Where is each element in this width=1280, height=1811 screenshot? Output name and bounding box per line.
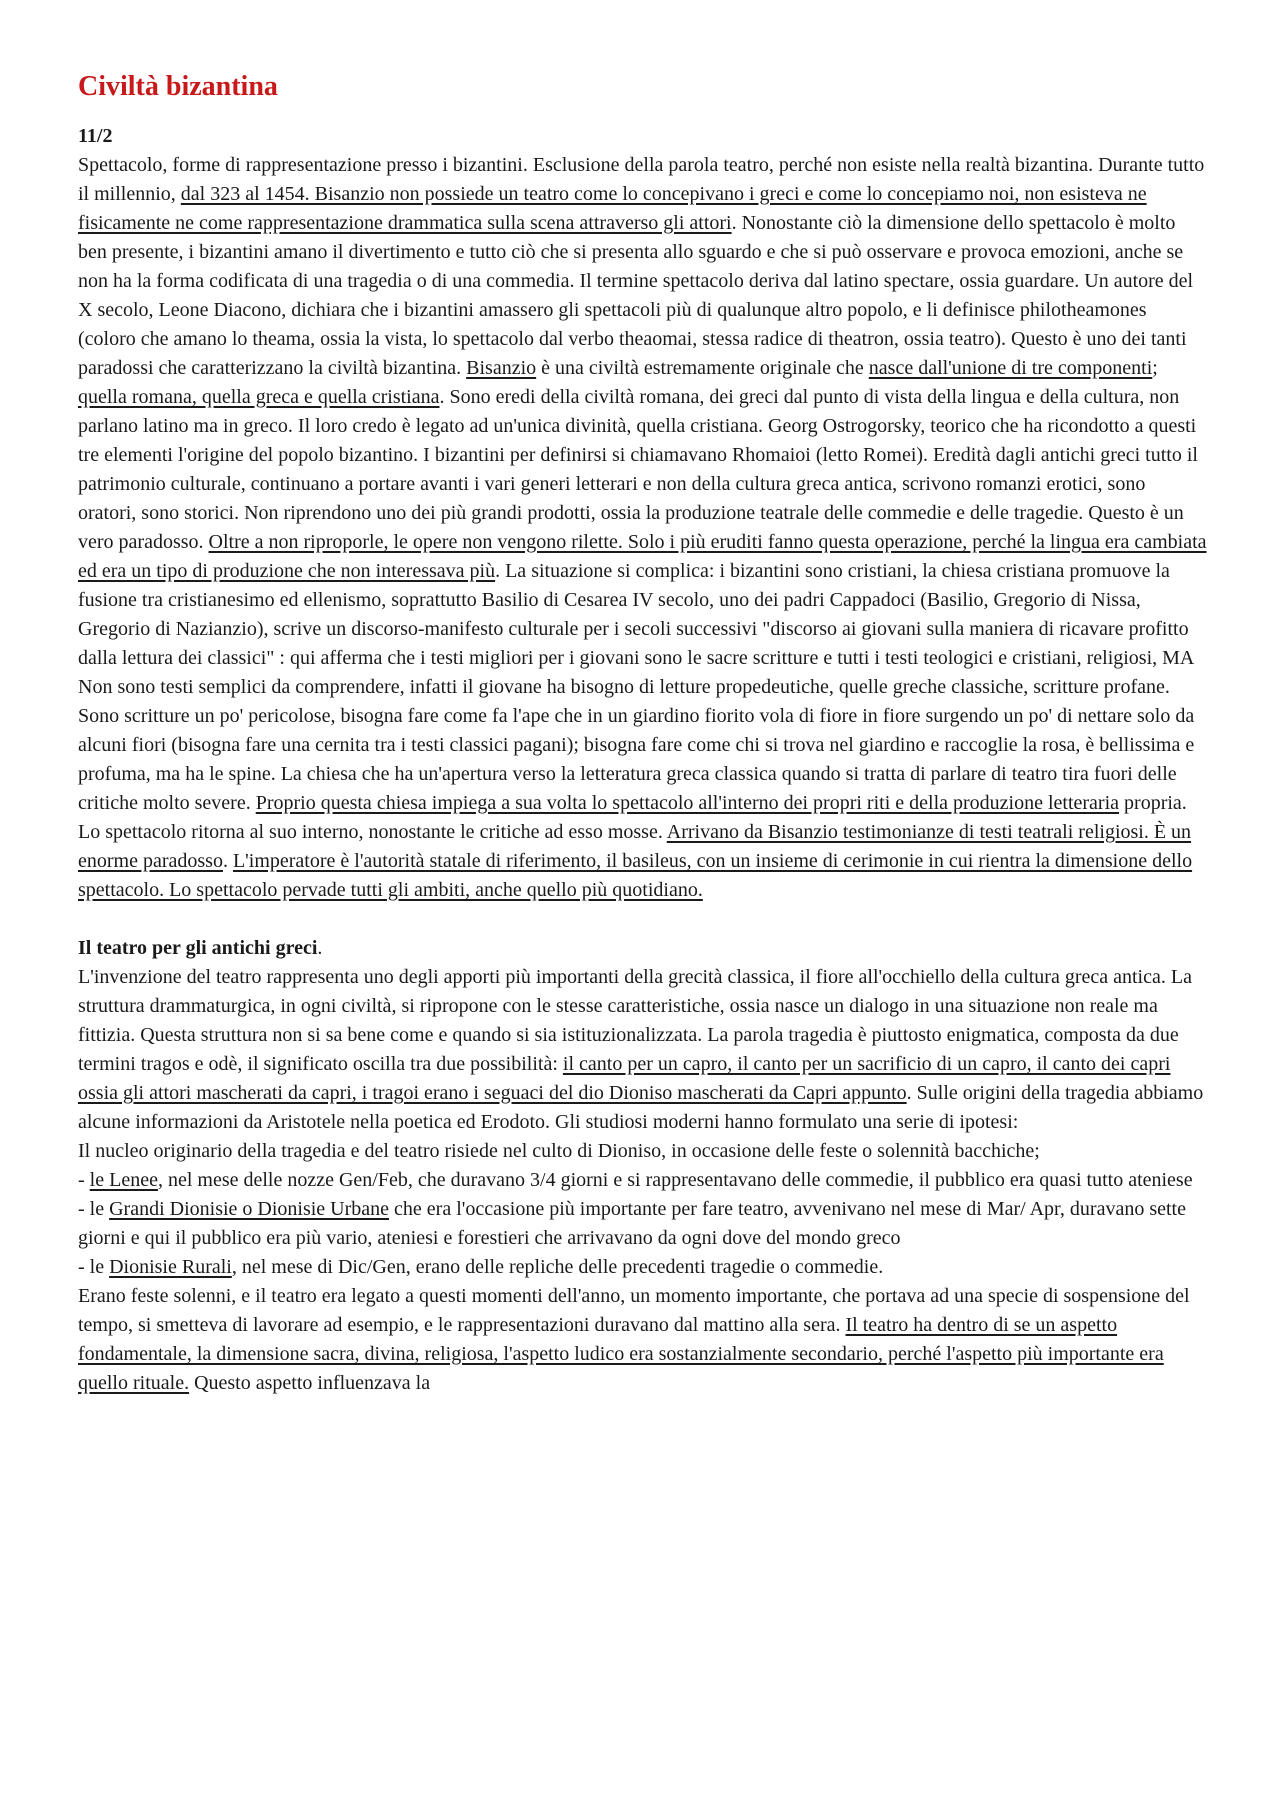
document-title: Civiltà bizantina — [78, 71, 278, 102]
underlined-text: Grandi Dionisie o Dionisie Urbane — [109, 1197, 390, 1220]
lecture-date: 11/2 — [78, 124, 113, 147]
text-span: . La situazione si complica: i bizantini sono cristiani, la chiesa cristiana promuove la fusione tra cristianesimo ed ellenismo, soprattutto Basilio di Cesarea IV secolo, uno dei padri Cappadoci (Basilio, Gregorio di Nissa, Gregorio di Nazianzio), scrive un discorso-manifesto culturale per i secoli successivi "discorso ai giovani sulla maniera di ricavare profitto dalla lettura dei classici" : qui afferma che i testi migliori per i giovani sono le sacre scritture e tutti i testi teologici e cristiani, religiosi, MA Non sono testi semplici da comprendere, infatti il giovane ha bisogno di letture propedeutiche, quelle greche classiche, scritture profane. Sono scritture un po' pericolose, bisogna fare come fa l'ape che in un giardino fiorito vola di fiore in fiore surgendo un po' di nettare solo da alcuni fiori (bisogna fare una cernita tra i testi classici pagani); bisogna fare come chi si trova nel giardino e raccoglie la rosa, è bellissima e profuma, ma ha le spine. La chiesa che ha un'apertura verso la letteratura greca classica quando si tratta di parlare di teatro tira fuori delle critiche molto severe. — [78, 559, 1195, 814]
underlined-text: le Lenee — [89, 1168, 158, 1191]
document-page — [78, 70, 1208, 1398]
paragraph: Il nucleo originario della tragedia e del teatro risiede nel culto di Dioniso, in occasione delle feste o solennità bacchiche; — [78, 1139, 1040, 1162]
paragraph — [78, 1282, 1208, 1398]
text-span: Erano feste solenni, e il teatro era legato a questi momenti dell'anno, un momento importante, che portava ad una specie di sospensione del tempo, si smetteva di lavorare ad esempio, e le rappresentazioni duravano dal mattino alla sera. — [78, 1284, 1190, 1336]
underlined-text: Oltre a non riproporle, le opere non vengono rilette. Solo i più eruditi fanno questa operazione, perché la lingua era cambiata ed era un tipo di produzione che non interessava più — [78, 530, 1207, 582]
section-heading-text: Il teatro per gli antichi greci — [78, 936, 318, 959]
text-span: propria. Lo spettacolo ritorna al suo interno, nonostante le critiche ad esso mosse. — [78, 791, 1187, 843]
text-span: - le — [78, 1197, 110, 1220]
underlined-text: quella romana, quella greca e quella cristiana — [78, 385, 440, 408]
text-span: , nel mese di Dic/Gen, erano delle repliche delle precedenti tragedie o commedie. — [231, 1255, 884, 1278]
paragraph — [78, 151, 1208, 383]
underlined-text: Dionisie Rurali — [109, 1255, 232, 1278]
text-span: L'invenzione del teatro rappresenta uno degli apporti più importanti della grecità classica, il fiore all'occhiello della cultura greca antica. La struttura drammaturgica, in ogni civiltà, si ripropone con le stesse caratteristiche, ossia nasce un dialogo in una situazione non reale ma fittizia. Questa struttura non si sa bene come e quando si sia istituzionalizzata. La parola tragedia è piuttosto enigmatica, composta da due termini tragos e odè, il significato oscilla tra due possibilità: — [78, 965, 1192, 1075]
underlined-text: Proprio questa chiesa impiega a sua volta lo spettacolo all'interno dei propri riti e della produzione letteraria — [255, 791, 1120, 814]
text-span: , nel mese delle nozze Gen/Feb, che duravano 3/4 giorni e si rappresentavano delle commedie, il pubblico era quasi tutto ateniese — [157, 1168, 1193, 1191]
text-span: . — [222, 849, 233, 872]
text-span: Questo aspetto influenzava la — [189, 1371, 431, 1394]
underlined-text: Arrivano da Bisanzio testimonianze di testi teatrali religiosi. È un enorme paradosso — [78, 820, 1192, 872]
paragraph — [78, 963, 1208, 1137]
text-span: . Sono eredi della civiltà romana, dei greci dal punto di vista della lingua e della cultura, non parlano latino ma in greco. Il loro credo è legato ad un'unica divinità, quella cristiana. Georg Ostrogorsky, teorico che ha ricondotto a questi tre elementi l'origine del popolo bizantino. I bizantini per definirsi si chiamavano Rhomaioi (letto Romei). Eredità dagli antichi greci tutto il patrimonio culturale, continuano a portare avanti i vari generi letterari e non della cultura greca antica, scrivono romanzi erotici, sono oratori, sono storici. Non riprendono uno dei più grandi prodotti, ossia la produzione teatrale delle commedie e delle tragedie. Questo è un vero paradosso. — [78, 385, 1198, 553]
underlined-text: nasce dall'unione di tre componenti — [868, 356, 1153, 379]
list-item — [78, 1253, 1208, 1282]
text-span: che era l'occasione più importante per fare teatro, avvenivano nel mese di Mar/ Apr, duravano sette giorni e qui il pubblico era più vario, ateniesi e forestieri che arrivavano da ogni dove del mondo greco — [78, 1197, 1186, 1249]
text-span: Spettacolo, forme di rappresentazione presso i bizantini. Esclusione della parola teatro, perché non esiste nella realtà bizantina. Durante tutto il millennio, — [78, 153, 1205, 205]
underlined-text: Il teatro ha dentro di se un aspetto fondamentale, la dimensione sacra, divina, religiosa, l'aspetto ludico era sostanzialmente secondario, perché l'aspetto più importante era quello rituale. — [78, 1313, 1164, 1394]
text-span: ; — [1152, 356, 1158, 379]
text-span: - le — [78, 1255, 110, 1278]
section-heading — [78, 934, 1208, 963]
text-span: è una civiltà estremamente originale che — [536, 356, 869, 379]
section-heading-dot: . — [317, 936, 323, 959]
underlined-text: L'imperatore è l'autorità statale di riferimento, il basileus, con un insieme di cerimonie in cui rientra la dimensione dello spettacolo. Lo spettacolo pervade tutti gli ambiti, anche quello più quotidiano. — [78, 849, 1193, 901]
underlined-text: Bisanzio — [466, 356, 537, 379]
text-span: . Sulle origini della tragedia abbiamo alcune informazioni da Aristotele nella poetica ed Erodoto. Gli studiosi moderni hanno formulato una serie di ipotesi: — [78, 1081, 1204, 1133]
list-item — [78, 1195, 1208, 1253]
underlined-text: dal 323 al 1454. Bisanzio non possiede un teatro come lo concepivano i greci e come lo concepiamo noi, non esisteva ne fisicamente ne come rappresentazione drammatica sulla scena attraverso gli attori — [78, 182, 1147, 234]
text-span: - — [78, 1168, 90, 1191]
underlined-text: il canto per un capro, il canto per un sacrificio di un capro, il canto dei capri ossia gli attori mascherati da capri, i tragoi erano i seguaci del dio Dioniso mascherati da Capri appunto — [78, 1052, 1171, 1104]
list-item — [78, 1166, 1208, 1195]
paragraph — [78, 383, 1208, 905]
text-span: . Nonostante ciò la dimensione dello spettacolo è molto ben presente, i bizantini amano il divertimento e tutto ciò che si presenta allo sguardo e che si può osservare e provoca emozioni, anche se non ha la forma codificata di una tragedia o di una commedia. Il termine spettacolo deriva dal latino spectare, ossia guardare. Un autore del X secolo, Leone Diacono, dichiara che i bizantini amassero gli spettacoli più di qualunque altro popolo, e li definisce philotheamones (coloro che amano lo theama, ossia la vista, lo spettacolo dal verbo theaomai, stessa radice di theatron, ossia teatro). Questo è uno dei tanti paradossi che caratterizzano la civiltà bizantina. — [78, 211, 1194, 379]
